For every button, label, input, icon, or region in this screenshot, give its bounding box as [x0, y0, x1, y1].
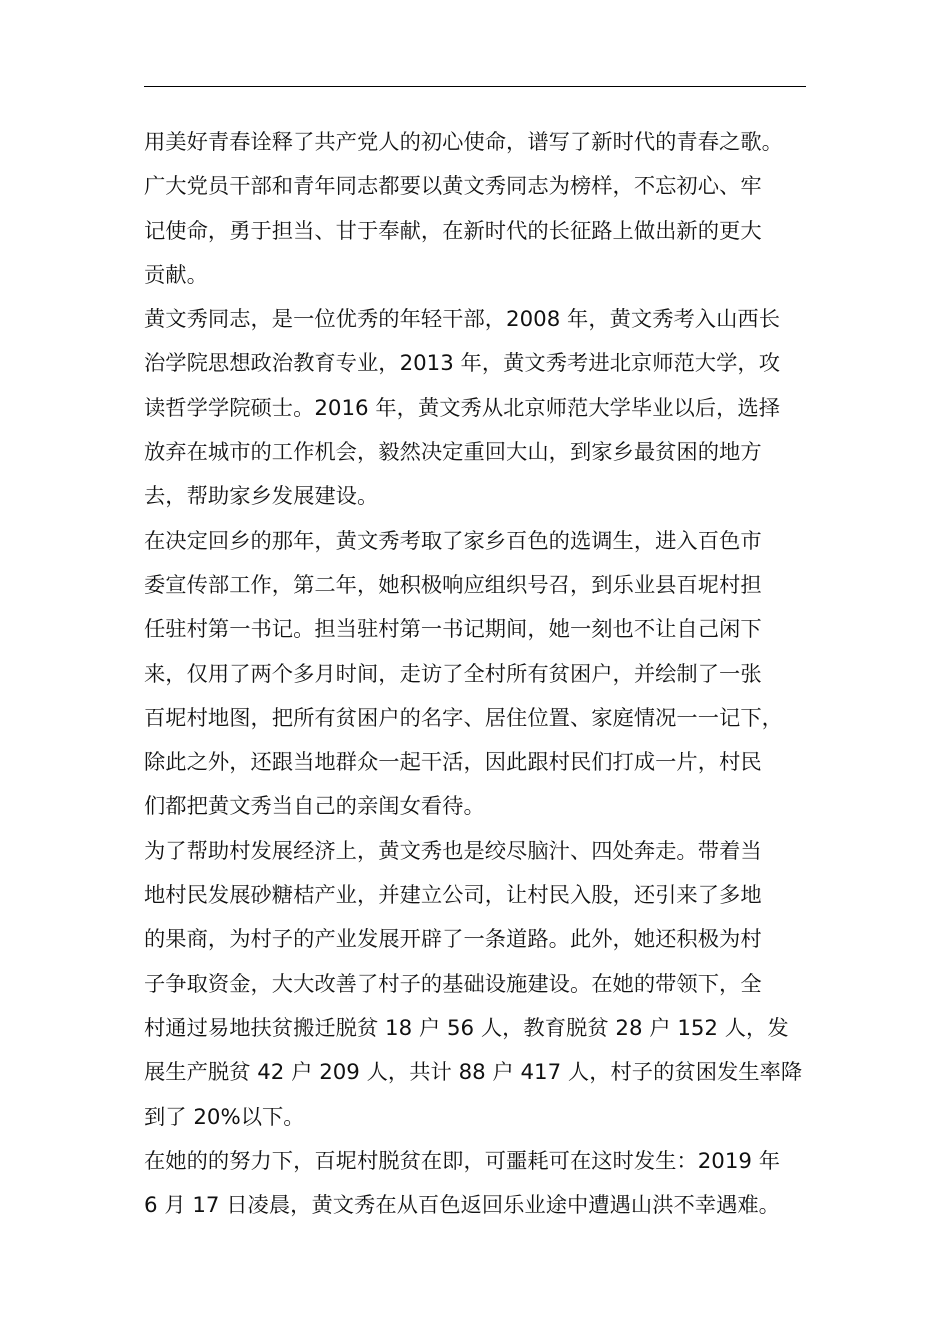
text-line: 百坭村地图，把所有贫困户的名字、居住位置、家庭情况一一记下， [144, 705, 783, 731]
text-line: 贡献。 [144, 262, 208, 288]
text-line: 记使命，勇于担当、甘于奉献，在新时代的长征路上做出新的更大 [144, 218, 762, 244]
text-line: 展生产脱贫 42 户 209 人，共计 88 户 417 人，村子的贫困发生率降 [144, 1060, 803, 1086]
text-line: 在她的的努力下，百坭村脱贫在即，可噩耗可在这时发生：2019 年 [144, 1148, 780, 1174]
text-line: 到了 20%以下。 [144, 1104, 305, 1130]
text-line: 为了帮助村发展经济上，黄文秀也是绞尽脑汁、四处奔走。带着当 [144, 838, 762, 864]
text-line: 去，帮助家乡发展建设。 [144, 484, 379, 510]
text-line: 在决定回乡的那年，黄文秀考取了家乡百色的选调生，进入百色市 [144, 528, 762, 554]
text-line: 地村民发展砂糖桔产业，并建立公司，让村民入股，还引来了多地 [144, 883, 762, 909]
text-line: 任驻村第一书记。担当驻村第一书记期间，她一刻也不让自己闲下 [144, 617, 762, 643]
text-line: 子争取资金，大大改善了村子的基础设施建设。在她的带领下，全 [144, 971, 762, 997]
text-line: 村通过易地扶贫搬迁脱贫 18 户 56 人，教育脱贫 28 户 152 人，发 [144, 1015, 789, 1041]
text-line: 除此之外，还跟当地群众一起干活，因此跟村民们打成一片，村民 [144, 750, 762, 776]
text-line: 们都把黄文秀当自己的亲闺女看待。 [144, 794, 485, 820]
text-line: 广大党员干部和青年同志都要以黄文秀同志为榜样，不忘初心、牢 [144, 174, 762, 200]
text-line: 治学院思想政治教育专业，2013 年，黄文秀考进北京师范大学，攻 [144, 351, 780, 377]
header-rule [144, 86, 806, 87]
text-line: 的果商，为村子的产业发展开辟了一条道路。此外，她还积极为村 [144, 927, 762, 953]
text-line: 读哲学学院硕士。2016 年，黄文秀从北京师范大学毕业以后，选择 [144, 395, 780, 421]
text-line: 放弃在城市的工作机会，毅然决定重回大山，到家乡最贫困的地方 [144, 440, 762, 466]
text-line: 来，仅用了两个多月时间，走访了全村所有贫困户，并绘制了一张 [144, 661, 762, 687]
text-line: 黄文秀同志，是一位优秀的年轻干部，2008 年，黄文秀考入山西长 [144, 307, 780, 333]
text-line: 用美好青春诠释了共产党人的初心使命，谱写了新时代的青春之歌。 [144, 130, 783, 155]
text-line: 委宣传部工作，第二年，她积极响应组织号召，到乐业县百坭村担 [144, 572, 762, 598]
body-text [144, 121, 820, 1228]
text-line: 6 月 17 日凌晨，黄文秀在从百色返回乐业途中遭遇山洪不幸遇难。 [144, 1193, 780, 1219]
